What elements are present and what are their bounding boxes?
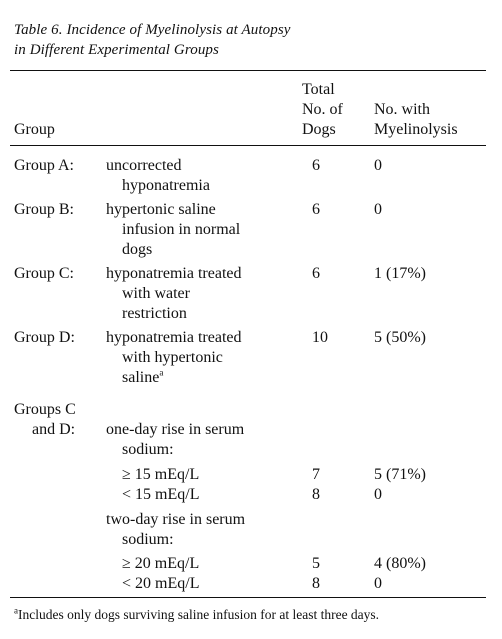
- row-a-myelin: 0: [374, 157, 382, 174]
- two-day-ge20-total: 5: [312, 555, 320, 572]
- one-day-ge15: ≥ 15 mEq/L: [122, 466, 200, 483]
- header-total-line3: Dogs: [302, 121, 336, 138]
- row-a-group: Group A:: [14, 157, 74, 174]
- row-d-desc-line1: hyponatremia treated: [106, 329, 242, 346]
- table-title-line2: in Different Experimental Groups: [14, 42, 219, 58]
- row-d-desc-line2: with hypertonic: [122, 349, 223, 366]
- top-rule: [10, 70, 486, 71]
- row-d-total: 10: [312, 329, 328, 346]
- row-b-desc-line2: infusion in normal: [122, 221, 241, 238]
- two-day-lt20: < 20 mEq/L: [122, 575, 200, 592]
- header-myelin-line1: No. with: [374, 101, 430, 118]
- row-b-total: 6: [312, 201, 320, 218]
- row-d-desc-line3-text: saline: [122, 369, 160, 386]
- header-total-dogs: [302, 80, 343, 140]
- two-day-ge20: ≥ 20 mEq/L: [122, 555, 200, 572]
- row-b-desc-line3: dogs: [122, 241, 153, 258]
- header-myelin-line2: Myelinolysis: [374, 121, 458, 138]
- row-c-total: 6: [312, 265, 320, 282]
- row-c-desc-line2: with water: [122, 285, 190, 302]
- one-day-lt15-total: 8: [312, 486, 320, 503]
- one-day-ge15-total: 7: [312, 466, 320, 483]
- one-day-ge15-myelin: 5 (71%): [374, 466, 426, 483]
- one-day-lt15-myelin: 0: [374, 486, 382, 503]
- one-day-lt15: < 15 mEq/L: [122, 486, 200, 503]
- footnote-marker: a: [159, 367, 164, 378]
- two-day-ge20-myelin: 4 (80%): [374, 555, 426, 572]
- row-cd-two-day-label: [106, 510, 245, 550]
- header-group: Group: [14, 121, 55, 138]
- table-title-line1: Table 6. Incidence of Myelinolysis at Autopsy: [14, 22, 291, 38]
- footnote-text: Includes only dogs surviving saline infusion for at least three days.: [18, 607, 380, 622]
- row-c-desc-line3: restriction: [122, 305, 187, 322]
- table-footnote: [14, 606, 379, 624]
- row-b-desc-line1: hypertonic saline: [106, 201, 216, 218]
- row-c-myelin: 1 (17%): [374, 265, 426, 282]
- row-a-desc-line2: hyponatremia: [122, 177, 210, 194]
- row-c-description: [106, 264, 242, 324]
- row-cd-group-line1: Groups C: [14, 401, 76, 418]
- row-c-desc-line1: hyponatremia treated: [106, 265, 242, 282]
- two-day-label-line2: sodium:: [122, 531, 174, 548]
- row-a-desc-line1: uncorrected: [106, 157, 182, 174]
- table-title: [14, 20, 291, 60]
- header-rule: [10, 145, 486, 146]
- row-c-group: Group C:: [14, 265, 74, 282]
- row-cd-one-day-label: [106, 420, 244, 460]
- row-b-myelin: 0: [374, 201, 382, 218]
- row-b-description: [106, 200, 240, 260]
- two-day-lt20-myelin: 0: [374, 575, 382, 592]
- row-a-total: 6: [312, 157, 320, 174]
- row-d-desc-line3: [106, 368, 242, 388]
- row-d-myelin: 5 (50%): [374, 329, 426, 346]
- bottom-rule: [10, 597, 486, 598]
- one-day-label-line1: one-day rise in serum: [106, 421, 245, 438]
- header-total-line1: Total: [302, 81, 335, 98]
- two-day-lt20-total: 8: [312, 575, 320, 592]
- header-total-line2: No. of: [302, 101, 343, 118]
- row-cd-group-line2: and D:: [32, 421, 76, 438]
- row-d-description: [106, 328, 242, 388]
- footnote-mark: a: [14, 605, 18, 616]
- row-b-group: Group B:: [14, 201, 74, 218]
- row-d-group: Group D:: [14, 329, 75, 346]
- one-day-label-line2: sodium:: [122, 441, 174, 458]
- row-a-description: [106, 156, 210, 196]
- two-day-label-line1: two-day rise in serum: [106, 511, 246, 528]
- header-myelinolysis: [374, 100, 458, 140]
- row-cd-group: [14, 400, 76, 440]
